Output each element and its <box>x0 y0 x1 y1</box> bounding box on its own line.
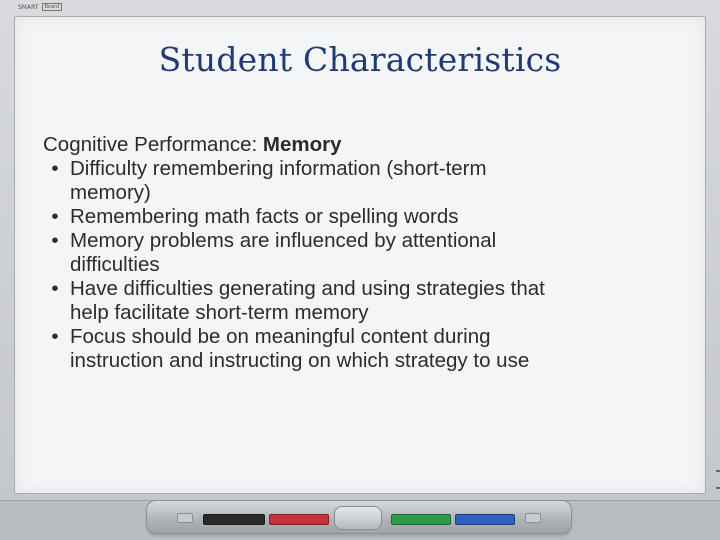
bullet-list <box>43 157 683 373</box>
logo-tag: Board <box>42 3 63 11</box>
bullet-item <box>43 205 683 229</box>
slide-title: Student Characteristics <box>158 40 562 79</box>
frame-edge-mark <box>716 487 720 489</box>
bullet-line: Memory problems are influenced by attentional <box>70 229 497 252</box>
pen-slot-black[interactable] <box>203 514 265 525</box>
bullet-line: Focus should be on meaningful content during <box>70 325 491 348</box>
bullet-line: Remembering math facts or spelling words <box>70 205 459 228</box>
eraser[interactable] <box>334 506 382 530</box>
bullet-item <box>43 229 683 277</box>
bullet-item <box>43 277 683 325</box>
pen-tray <box>146 500 572 534</box>
bullet-line: Have difficulties generating and using strategies that <box>70 277 545 300</box>
bullet-dot: • <box>51 229 59 252</box>
heading-bold: Memory <box>262 133 342 156</box>
pen-slot-green[interactable] <box>391 514 451 525</box>
pen-slot-blue[interactable] <box>455 514 515 525</box>
bullet-dot: • <box>51 205 59 228</box>
frame-edge-mark <box>716 470 720 472</box>
bullet-line-continued: difficulties <box>70 253 160 276</box>
bullet-line-continued: memory) <box>70 181 151 204</box>
pen-slot-red[interactable] <box>269 514 329 525</box>
section-heading <box>43 133 683 157</box>
bullet-item <box>43 325 683 373</box>
tray-button[interactable] <box>525 513 541 523</box>
bullet-item <box>43 157 683 205</box>
bullet-line-continued: instruction and instructing on which strategy to use <box>70 349 530 372</box>
bullet-dot: • <box>51 277 59 300</box>
bullet-dot: • <box>51 157 59 180</box>
board-logo <box>18 0 62 14</box>
heading-prefix: Cognitive Performance: <box>43 133 263 156</box>
slide-body <box>43 133 683 373</box>
bullet-dot: • <box>51 325 59 348</box>
logo-brand: SMART <box>18 3 39 11</box>
bullet-line: Difficulty remembering information (short-term <box>70 157 487 180</box>
bullet-line-continued: help facilitate short-term memory <box>70 301 369 324</box>
tray-button[interactable] <box>177 513 193 523</box>
